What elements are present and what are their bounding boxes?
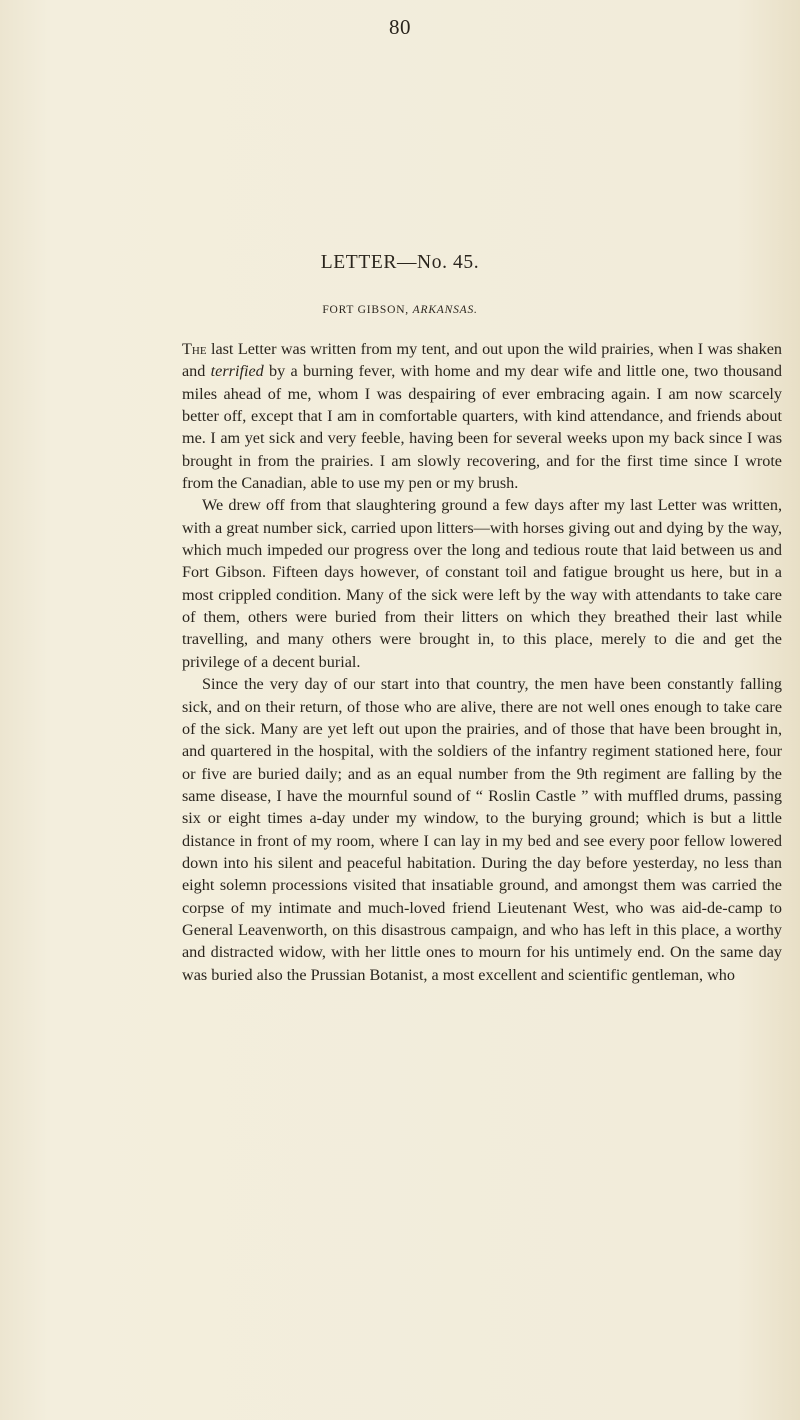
lead-word: The bbox=[182, 340, 207, 358]
paragraph-3: Since the very day of our start into that country, the men have been constantly falling sick, and on their return, of those who are alive, there are not well ones enough to take care of the sick. Many are yet left out upon the prairies, and of those that have been brought in, and quartered in the hospital, with the soldiers of the infantry regiment stationed here, four or five are buried daily; and as an equal number from the 9th regiment are falling by the same disease, I have the mournful sound of “ Roslin Castle ” with muffled drums, passing six or eight times a-day under my window, to the burying ground; which is but a little distance in front of my room, where I can lay in my bed and see every poor fellow lowered down into his silent and peaceful habitation. During the day before yesterday, no less than eight solemn processions visited that insatiable ground, and amongst them was carried the corpse of my intimate and much-loved friend Lieutenant West, who was aid-de-camp to General Leavenworth, on this disastrous campaign, and who has left in this place, a worthy and distracted widow, with her little ones to mourn for his untimely end. On the same day was buried also the Prussian Botanist, a most excellent and scientific gentleman, who bbox=[182, 675, 782, 984]
dateline-fort: FORT GIBSON, bbox=[322, 304, 409, 316]
paragraph-2: We drew off from that slaughtering ground a few days after my last Letter was written, with a great number sick, carried upon litters—with horses giving out and dying by the way, which much impeded our progress over the long and tedious route that laid between us and Fort Gibson. Fifteen days however, of constant toil and fatigue brought us here, but in a most crippled condition. Many of the sick were left by the way with attendants to take care of them, others were buried from their litters on which they breathed their last while travelling, and many others were brought in, to this place, merely to die and get the privilege of a decent burial. bbox=[182, 496, 782, 671]
letter-body bbox=[182, 338, 782, 986]
letter-heading: LETTER—No. 45. bbox=[320, 252, 480, 273]
page-number: 80 bbox=[389, 15, 411, 39]
paragraph-1-text-b: by a burning fever, with home and my dear wife and little one, two thousand miles ahead of me, whom I was despairing of ever embracing again. I am now scarcely better off, except that I am in comfortable quarters, with kind attendance, and friends about me. I am yet sick and very feeble, having been for several weeks upon my back since I was brought in from the prairies. I am slowly recovering, and for the first time since I wrote from the Canadian, able to use my pen or my brush. bbox=[182, 362, 783, 493]
paragraph-1-italic: terrified bbox=[210, 362, 264, 381]
paragraph-1 bbox=[182, 338, 782, 494]
dateline-state: ARKANSAS. bbox=[412, 304, 478, 316]
dateline bbox=[0, 304, 800, 316]
paragraph-1-text-a: last Letter was written from my tent, and out upon the wild prairies, when I was shaken and bbox=[182, 340, 782, 381]
